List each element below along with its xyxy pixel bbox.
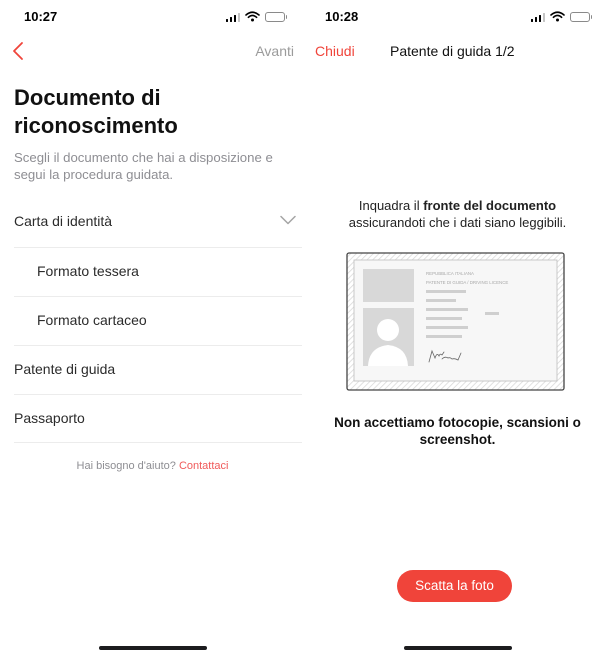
option-label: Formato cartaceo [37,312,147,328]
driving-license-illustration [346,252,565,391]
home-indicator [99,646,207,650]
close-button[interactable]: Chiudi [315,43,355,59]
option-passaporto[interactable] [14,394,302,443]
option-patente-di-guida[interactable] [14,345,302,394]
option-label: Carta di identità [14,213,113,229]
option-label: Formato tessera [37,263,139,279]
page-subtitle: Scegli il documento che hai a disposizione e segui la procedura guidata. [14,150,273,182]
help-footer [0,460,305,472]
status-icons [531,11,591,22]
document-options-list [14,198,302,443]
option-label: Patente di guida [14,361,116,377]
card-header-line2: PATENTE DI GUIDA / DRIVING LICENCE [426,280,509,285]
page-title: Documento di riconoscimento [14,85,178,138]
license-capture-screen [305,0,610,660]
nav-title: Patente di guida 1/2 [390,43,515,59]
cellular-signal-icon [226,12,241,22]
battery-icon [570,12,590,22]
instruction-emphasis: fronte del documento [423,198,557,213]
capture-instruction [305,197,610,231]
no-copies-warning: Non accettiamo fotocopie, scansioni o screenshot. [334,415,581,447]
wifi-icon [550,11,565,22]
take-photo-button[interactable]: Scatta la foto [397,570,512,602]
next-button[interactable]: Avanti [255,43,294,59]
status-bar [0,0,305,34]
battery-icon [265,12,285,22]
card-photo-placeholder [363,269,414,302]
option-label: Passaporto [14,410,85,426]
instruction-line2: assicurandoti che i dati siano leggibili. [348,215,567,230]
card-header-line1: REPUBBLICA ITALIANA [426,271,474,276]
instruction-prefix: Inquadra il [358,198,420,213]
status-time: 10:27 [24,9,58,24]
home-indicator [404,646,512,650]
cellular-signal-icon [531,12,546,22]
help-text: Hai bisogno d'aiuto? [76,460,176,472]
status-bar [305,0,610,34]
back-chevron-icon[interactable] [8,40,30,62]
status-time: 10:28 [325,9,359,24]
wifi-icon [245,11,260,22]
chevron-down-icon [280,215,296,225]
status-icons [226,11,286,22]
option-carta-di-identita[interactable] [14,198,302,247]
contact-link[interactable]: Contattaci [178,460,229,472]
option-formato-cartaceo[interactable] [14,296,302,345]
option-formato-tessera[interactable] [14,247,302,296]
